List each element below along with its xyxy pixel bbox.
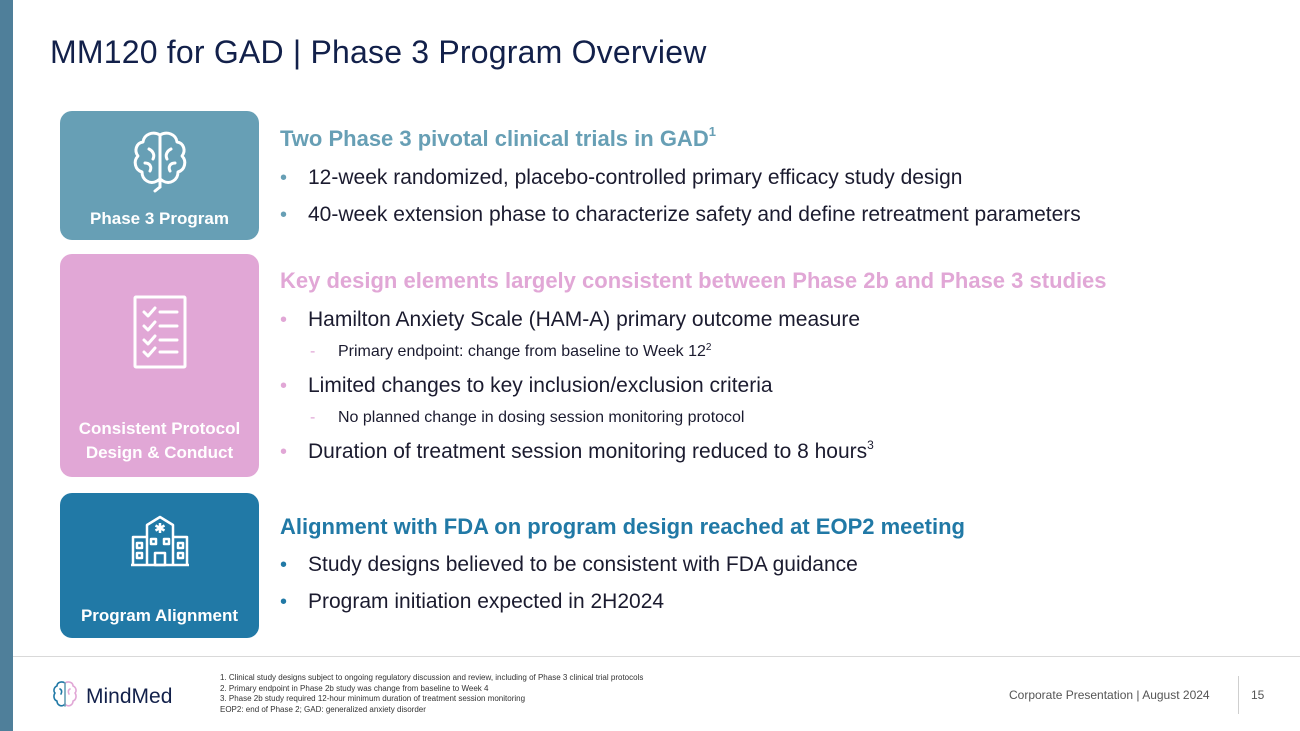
bullet-dot: • — [280, 204, 288, 226]
card-program-alignment — [60, 493, 259, 638]
card-label: Program Alignment — [80, 606, 239, 625]
bullet-text: 12-week randomized, placebo-controlled primary efficacy study design — [308, 166, 963, 189]
logo-brain-icon — [52, 680, 78, 713]
sub-bullet-dash: - — [310, 409, 316, 426]
bullet-dot: • — [280, 167, 288, 189]
bullet-dot: • — [280, 591, 288, 613]
footnotes — [220, 673, 643, 715]
section-heading-text: Two Phase 3 pivotal clinical trials in GAD — [280, 126, 709, 151]
card-label — [60, 417, 259, 465]
footnote-ref: 2 — [705, 342, 712, 353]
sub-bullet-text: Primary endpoint: change from baseline to Week 12 — [338, 343, 706, 360]
left-accent-bar — [0, 0, 13, 731]
slide-title: MM120 for GAD | Phase 3 Program Overview — [50, 34, 707, 70]
bullet-item — [280, 590, 664, 614]
bullet-text: Program initiation expected in 2H2024 — [308, 590, 665, 613]
footer-separator — [1238, 676, 1239, 714]
mindmed-logo — [52, 680, 172, 713]
sub-bullet-dash: - — [310, 343, 316, 360]
bullet-item — [280, 553, 858, 577]
bullet-item — [280, 203, 1081, 227]
card-label: Phase 3 Program — [90, 209, 229, 228]
bullet-dot: • — [280, 375, 288, 397]
bullet-item — [280, 166, 962, 190]
bullet-dot: • — [280, 441, 288, 463]
sub-bullet-item — [310, 343, 711, 361]
section-heading: Alignment with FDA on program design reached at EOP2 meeting — [280, 514, 965, 539]
footnote-2: 2. Primary endpoint in Phase 2b study was change from baseline to Week 4 — [220, 683, 489, 693]
footnote-1: 1. Clinical study designs subject to ongoing regulatory discussion and review, including of Phase 3 clinical trial protocols — [220, 673, 644, 682]
bullet-text: 40-week extension phase to characterize safety and define retreatment parameters — [308, 203, 1081, 226]
bullet-text: Hamilton Anxiety Scale (HAM-A) primary outcome measure — [308, 308, 861, 331]
footnote-ref: 3 — [867, 438, 874, 452]
section-heading: Key design elements largely consistent between Phase 2b and Phase 3 studies — [280, 268, 1107, 293]
card-label-line1: Consistent Protocol — [78, 419, 241, 438]
section-heading — [280, 126, 716, 152]
bullet-item — [280, 374, 773, 398]
bullet-dot: • — [280, 309, 288, 331]
bullet-dot: • — [280, 554, 288, 576]
card-label-line2: Design & Conduct — [85, 443, 234, 462]
footnote-ref: 1 — [708, 124, 716, 139]
corporate-presentation-label: Corporate Presentation | August 2024 — [1009, 688, 1210, 702]
bullet-text: Limited changes to key inclusion/exclusion criteria — [308, 374, 773, 397]
card-consistent-protocol — [60, 254, 259, 477]
hospital-icon — [130, 515, 190, 572]
footnote-abbreviations: EOP2: end of Phase 2; GAD: generalized anxiety disorder — [220, 704, 426, 714]
checklist-icon — [132, 294, 188, 375]
footnote-3: 3. Phase 2b study required 12-hour minimum duration of treatment session monitoring — [220, 694, 526, 704]
logo-text: MindMed — [86, 684, 173, 708]
sub-bullet-text: No planned change in dosing session monitoring protocol — [338, 409, 745, 426]
sub-bullet-item — [310, 409, 744, 427]
bullet-item — [280, 440, 874, 464]
bullet-text: Duration of treatment session monitoring reduced to 8 hours — [308, 440, 868, 463]
card-phase3-program — [60, 111, 259, 240]
page-number: 15 — [1251, 688, 1265, 702]
brain-icon — [131, 129, 189, 198]
bullet-text: Study designs believed to be consistent with FDA guidance — [308, 553, 858, 576]
bullet-item — [280, 308, 860, 332]
footer-divider — [13, 656, 1300, 657]
